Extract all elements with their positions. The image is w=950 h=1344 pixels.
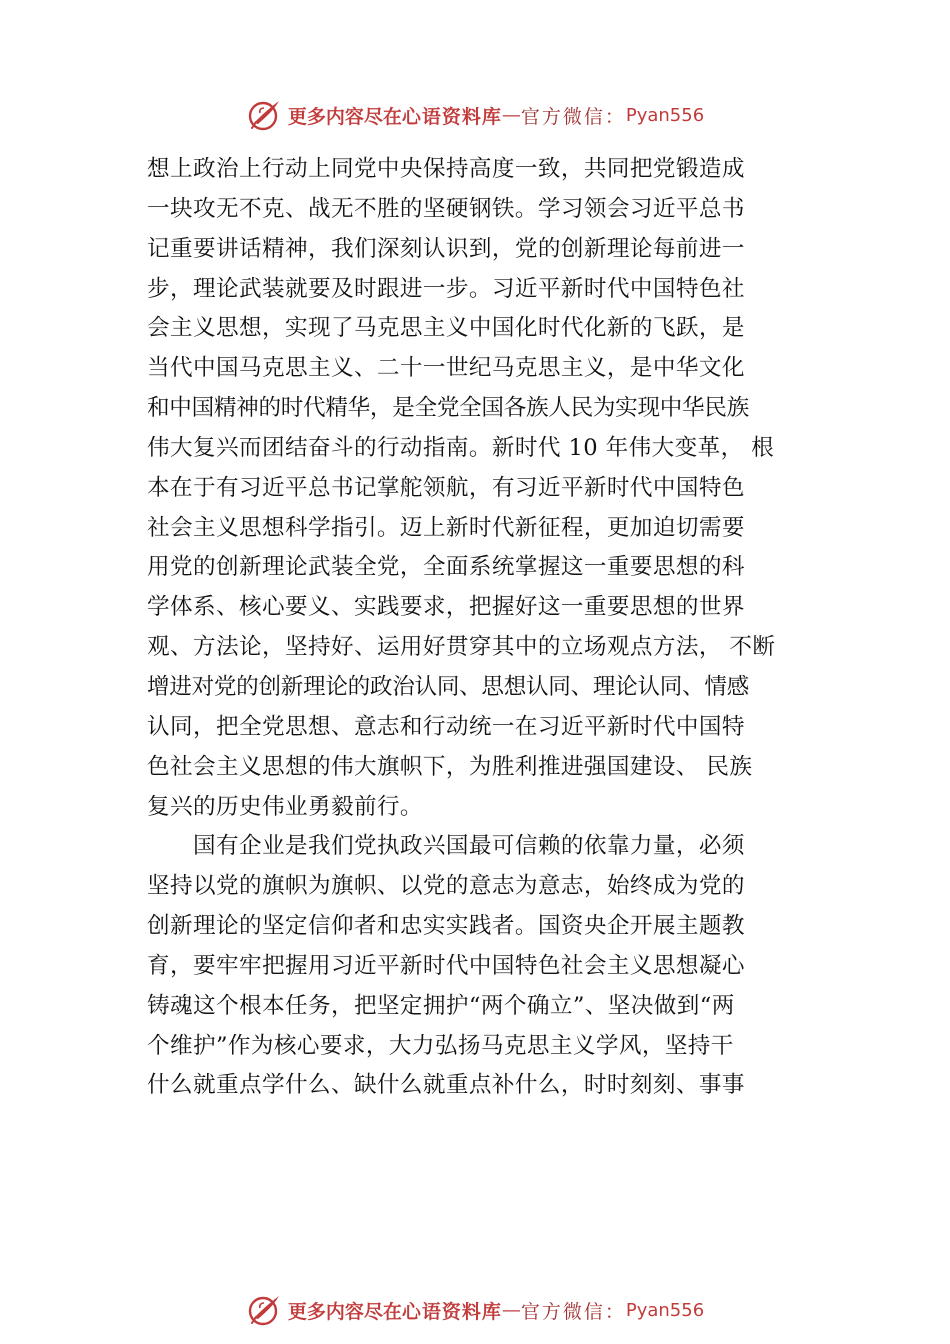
text-line: 什么就重点学什么、缺什么就重点补什么，时时刻刻、事事 [147,1072,745,1099]
text-line: 用党的创新理论武装全党，全面系统掌握这一重要思想的科 [147,554,745,581]
quill-logo-icon [246,1292,282,1328]
text-line: 增进对党的创新理论的政治认同、思想认同、理论认同、情感 [147,673,749,700]
text-line: 复兴的历史伟业勇毅前行。 [147,793,423,820]
text-line: 想上政治上行动上同党中央保持高度一致，共同把党锻造成 [147,156,745,182]
text-line: 伟大复兴而团结奋斗的行动指南。新时代 10 年伟大变革， 根 [147,434,775,461]
watermark-wechat-label: 官方微信： [520,105,626,128]
paragraph-2 [147,827,817,1106]
text-line: 创新理论的坚定信仰者和忠实实践者。国资央企开展主题教 [147,913,745,940]
text-line: 铸魂这个根本任务，把坚定拥护“两个确立”、坚决做到“两 [147,992,735,1019]
watermark-dash: — [501,1299,521,1321]
footer-watermark [0,1290,950,1330]
text-line: 认同，把全党思想、意志和行动统一在习近平新时代中国特 [147,713,745,740]
watermark-part1: 更多内容尽在 [287,1300,402,1323]
text-line: 社会主义思想科学指引。迈上新时代新征程，更加迫切需要 [147,514,745,541]
quill-logo-icon [246,97,282,133]
text-line: 步，理论武装就要及时跟进一步。习近平新时代中国特色社 [147,275,745,302]
header-watermark [0,95,950,135]
text-line: 观、方法论，坚持好、运用好贯穿其中的立场观点方法， 不断 [147,634,776,661]
text-line: 坚持以党的旗帜为旗帜、以党的意志为意志，始终成为党的 [147,873,745,900]
text-line: 会主义思想，实现了马克思主义中国化时代化新的飞跃，是 [147,315,745,342]
watermark-account: Pyan556 [625,1299,705,1321]
text-line: 当代中国马克思主义、二十一世纪马克思主义，是中华文化 [147,355,745,382]
watermark-brand: 心语资料库 [401,1300,502,1323]
paragraph-1 [147,150,817,827]
watermark-account: Pyan556 [625,104,705,126]
watermark-part1: 更多内容尽在 [287,105,402,128]
text-line: 学体系、核心要义、实践要求，把握好这一重要思想的世界 [147,594,745,621]
document-body [147,150,817,1106]
text-line: 育，要牢牢把握用习近平新时代中国特色社会主义思想凝心 [147,952,745,979]
watermark-wechat-label: 官方微信： [520,1300,626,1323]
text-line: 本在于有习近平总书记掌舵领航，有习近平新时代中国特色 [147,474,745,501]
watermark-brand: 心语资料库 [401,105,502,128]
text-line: 记重要讲话精神，我们深刻认识到，党的创新理论每前进一 [147,235,745,262]
text-line: 和中国精神的时代精华，是全党全国各族人民为实现中华民族 [147,395,749,422]
text-line-indented: 国有企业是我们党执政兴国最可信赖的依靠力量，必须 [193,833,745,860]
text-line: 个维护”作为核心要求，大力弘扬马克思主义学风，坚持干 [147,1032,734,1059]
watermark-dash: — [501,104,521,126]
text-line: 一块攻无不克、战无不胜的坚硬钢铁。学习领会习近平总书 [147,195,745,222]
text-line: 色社会主义思想的伟大旗帜下，为胜利推进强国建设、 民族 [147,753,753,780]
